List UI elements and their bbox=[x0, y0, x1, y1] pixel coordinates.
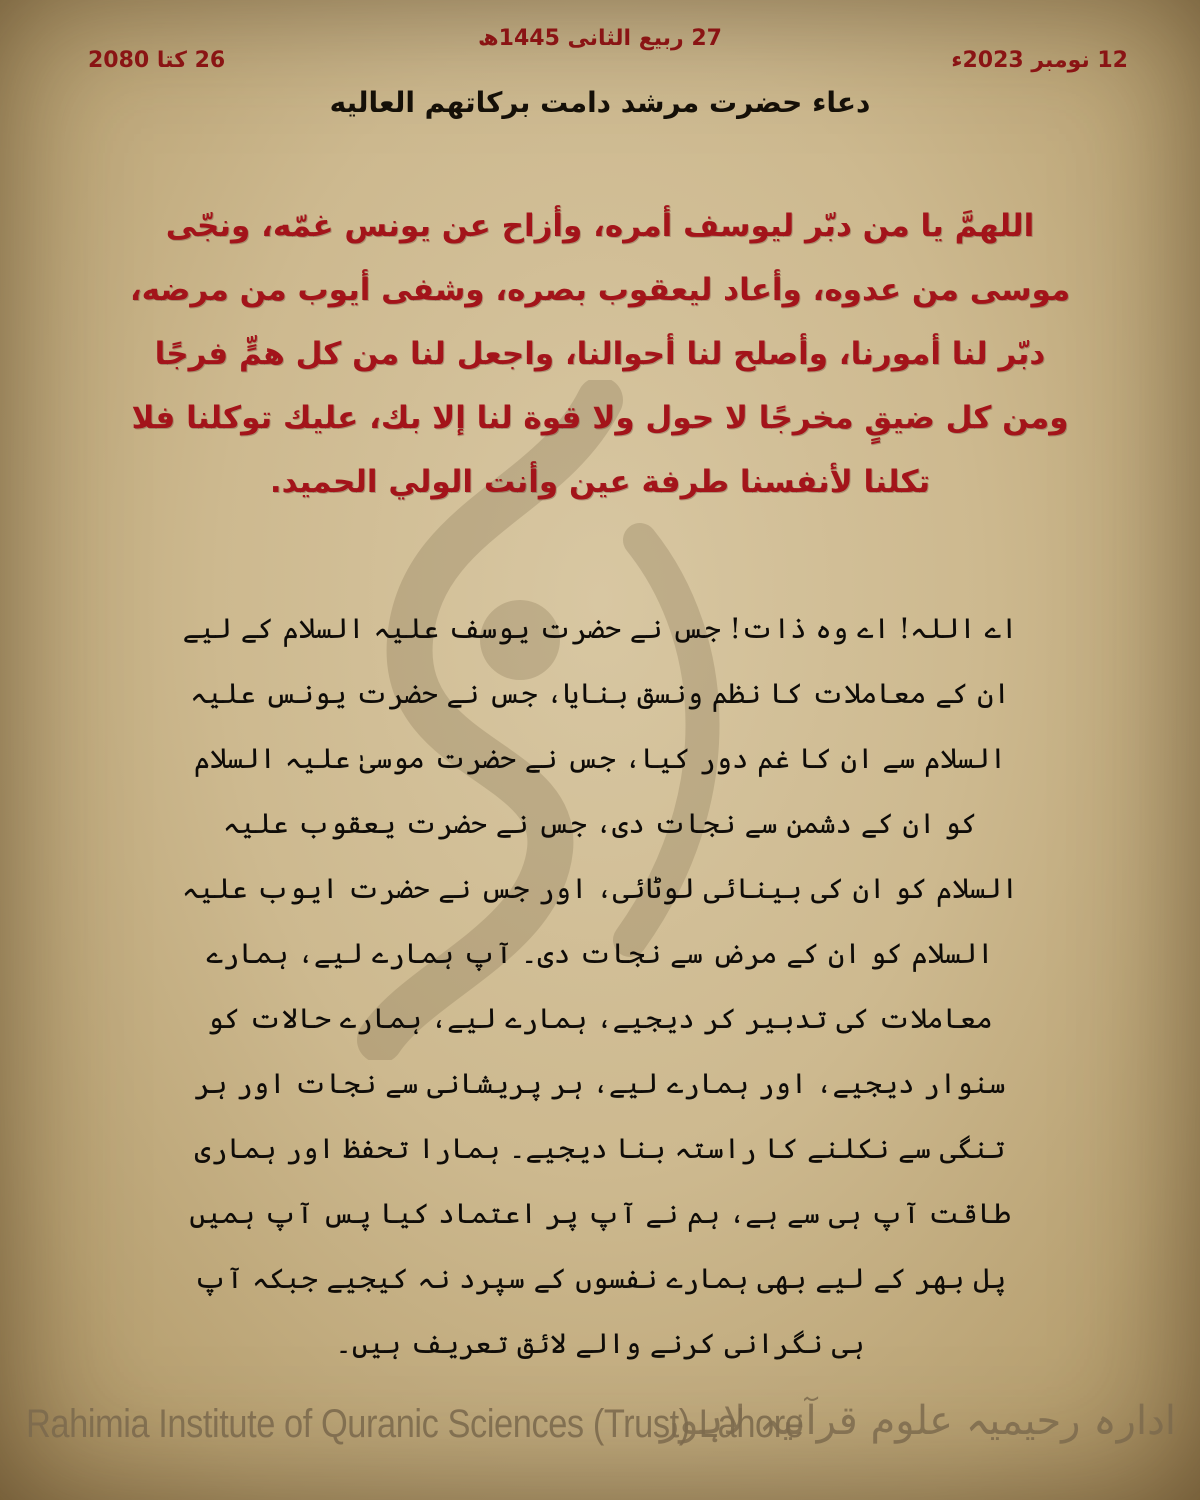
urdu-translation-text: اے اللہ! اے وہ ذات! جس نے حضرت یوسف علیہ السلام کے لیے ان کے معاملات کا نظم ونسق بنایا، جس نے حضرت یونس علیہ السلام سے ان کا غم دور کیا، جس نے حضرت موسیٰ علیہ السلام کو ان کے دشمن سے نجات دی، جس نے حضرت یعقوب علیہ السلام کو ان کی بینائی لوٹائی، اور جس نے حضرت ایوب علیہ السلام کو ان کے مرض سے نجات دی۔ آپ ہمارے لیے، ہمارے معاملات کی تدبیر کر دیجیے، ہمارے لیے، ہمارے حالات کو سنوار دیجیے، اور ہمارے لیے، ہر پریشانی سے نجات اور ہر تنگی سے نکلنے کا راستہ بنا دیجیے۔ ہمارا تحفظ اور ہماری طاقت آپ ہی سے ہے، ہم نے آپ پر اعتماد کیا پس آپ ہمیں پل بھر کے لیے بھی ہمارے نفسوں کے سپرد نہ کیجیے جبکہ آپ ہی نگرانی کرنے والے لائق تعریف ہیں۔ bbox=[181, 612, 1019, 1360]
page-title: دعاء حضرت مرشد دامت برکاتهم العالیه bbox=[329, 86, 871, 119]
bikrami-date: 26 کتا 2080 bbox=[88, 48, 226, 73]
gregorian-date: 12 نومبر 2023ء bbox=[951, 48, 1128, 73]
institute-name-english: Rahimia Institute of Quranic Sciences (Trust) Lahore bbox=[26, 1402, 804, 1446]
institute-logo-urdu: ادارہ رحیمیہ علوم قرآنیہ لاہور bbox=[659, 1398, 1176, 1444]
hijri-date: 27 ربیع الثانی 1445ھ bbox=[478, 26, 722, 51]
arabic-dua-text: اللهمَّ يا من دبّر ليوسف أمره، وأزاح عن يونس غمّه، ونجّى موسى من عدوه، وأعاد ليعقوب بصره، وشفى أيوب من مرضه، دبّر لنا أمورنا، وأصلح لنا أحوالنا، واجعل لنا من كل همٍّ فرجًا ومن كل ضيقٍ مخرجًا لا حول ولا قوة لنا إلا بك، عليك توكلنا فلا تكلنا لأنفسنا طرفة عين وأنت الولي الحميد. bbox=[129, 208, 1071, 500]
